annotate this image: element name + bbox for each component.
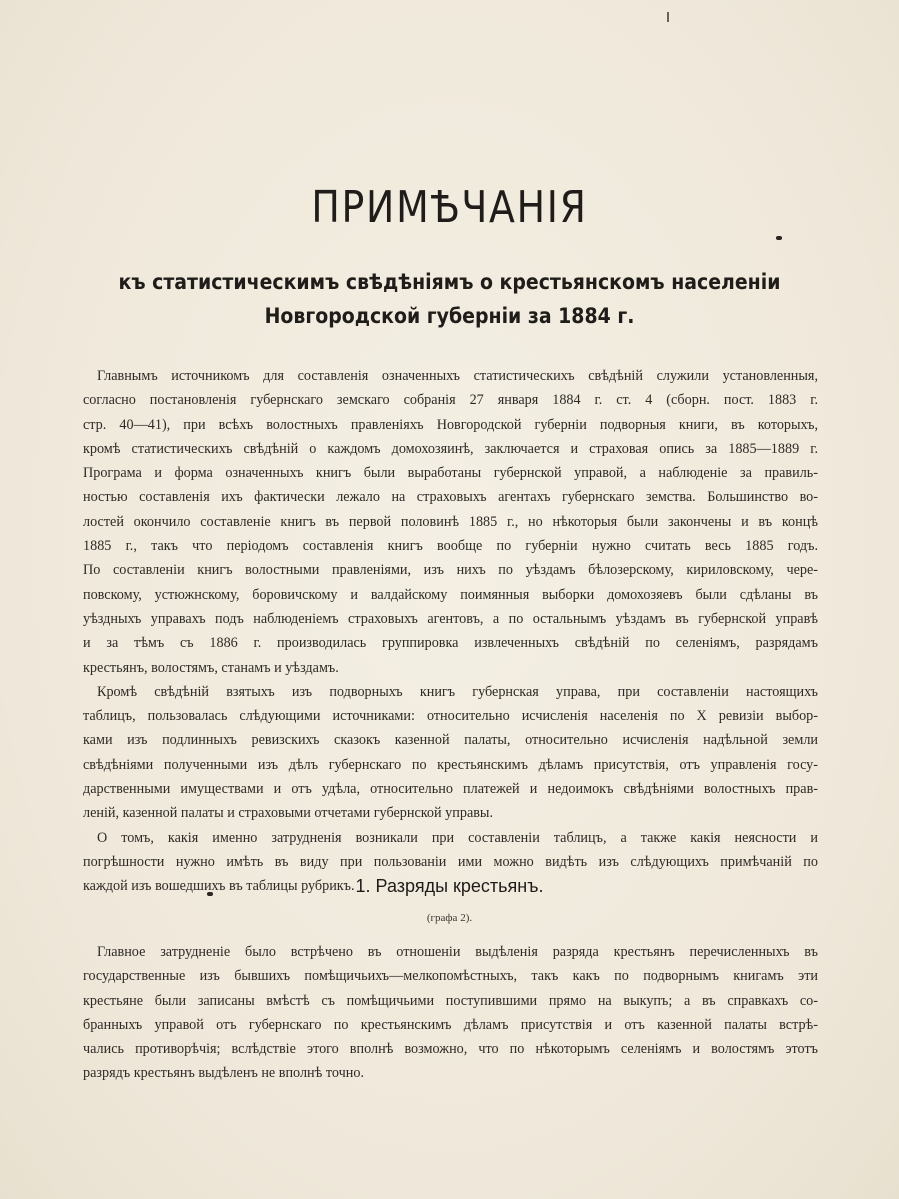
text-line: свѣдѣніями полученными изъ дѣлъ губернскаго по крестьянскимъ дѣламъ присутствія, отъ управленія госу- <box>83 756 818 773</box>
text-line: лостей окончило составленіе книгъ въ первой половинѣ 1885 г., но нѣкоторыя были закончены и въ концѣ <box>83 513 818 530</box>
text-line: погрѣшности нужно имѣть въ виду при пользованіи ими можно видѣть изъ слѣдующихъ примѣчаній по <box>83 853 818 870</box>
text-line: разрядъ крестьянъ выдѣленъ не вполнѣ точно. <box>83 1065 364 1082</box>
text-line: 1885 г., такъ что періодомъ составленія книгъ вообще по губерніи нужно считать весь 1885 годъ. <box>83 538 818 555</box>
text-line: согласно постановленія губернскаго земскаго собранія 27 января 1884 г. ст. 4 (сборн. пост. 1883 г. <box>83 392 818 409</box>
text-line: По составленіи книгъ волостными правленіями, изъ нихъ по уѣздамъ бѣлозерскому, кириловскому, чере- <box>83 562 818 579</box>
text-line: Главное затрудненіе было встрѣчено въ отношеніи выдѣленія разряда крестьянъ перечисленныхъ въ <box>97 944 818 960</box>
text-line: стр. 40—41), при всѣхъ волостныхъ правленіяхъ Новгородской губерніи подворныя книги, въ которыхъ, <box>83 416 818 433</box>
text-line: государственные изъ бывшихъ помѣщичьихъ—мелкопомѣстныхъ, такъ какъ по подворнымъ книгамъ эти <box>83 968 818 985</box>
text-line: чались противорѣчія; вслѣдствіе этого вполнѣ возможно, что по нѣкоторымъ селеніямъ и волостямъ этотъ <box>83 1041 818 1058</box>
sources-paragraph <box>83 680 818 826</box>
text-line: каждой изъ вошедшихъ въ таблицы рубрикъ. <box>83 878 355 895</box>
text-line: Главнымъ источникомъ для составленія означенныхъ статистическихъ свѣдѣній служили установленныя, <box>97 368 818 384</box>
text-line: и за тѣмъ съ 1886 г. производилась группировка извлеченныхъ свѣдѣній по селеніямъ, разрядамъ <box>83 635 818 652</box>
text-line: О томъ, какія именно затрудненія возникали при составленіи таблицъ, а также какія неясности и <box>97 829 818 846</box>
subtitle-line-1: къ статистическимъ свѣдѣніямъ о крестьянскомъ населеніи <box>118 270 781 294</box>
body-text <box>83 364 818 899</box>
text-line: уѣздныхъ управахъ подъ наблюденіемъ страховыхъ агентовъ, а по остальнымъ уѣздамъ въ губернской управѣ <box>83 610 818 627</box>
text-line: таблицъ, пользовалась слѣдующими источниками: относительно исчисленія населенія по X ревизіи выбор- <box>83 708 818 725</box>
text-line: кромѣ статистическихъ свѣдѣній о каждомъ домохозяинѣ, заключается и страховая опись за 1885—1889 г. <box>83 440 818 457</box>
print-speck <box>776 236 782 240</box>
intro-paragraph <box>83 364 818 680</box>
section-1-paragraph <box>83 940 818 1086</box>
section-heading: 1. Разряды крестьянъ. <box>355 876 544 896</box>
page-title: ПРИМѢЧАНІЯ <box>311 182 588 233</box>
text-line: бранныхъ управой отъ губернскаго по крестьянскимъ дѣламъ присутствія и отъ казенной палаты встрѣ- <box>83 1016 818 1033</box>
text-line: крестьяне были записаны вмѣстѣ съ помѣщичьими поступившими прямо на выкупъ; а въ справкахъ со- <box>83 992 818 1009</box>
text-line: леній, казенной палаты и страховыми отчетами губернской управы. <box>83 805 494 822</box>
text-line: дарственными имуществами и отъ удѣла, относительно платежей и недоимокъ свѣдѣніями волостныхъ прав- <box>83 781 818 798</box>
column-reference: (графа 2). <box>426 912 473 924</box>
print-speck <box>667 12 669 22</box>
text-line: Кромѣ свѣдѣній взятыхъ изъ подворныхъ книгъ губернская управа, при составленіи настоящихъ <box>97 683 818 700</box>
text-line: крестьянъ, волостямъ, станамъ и уѣздамъ. <box>83 659 339 676</box>
text-line: ностью составленія ихъ фактически лежало на страховыхъ агентахъ губернскаго земства. Большинство во- <box>83 489 818 506</box>
subtitle-line-2: Новгородской губерніи за 1884 г. <box>264 304 635 328</box>
text-line: повскому, устюжнскому, боровичскому и валдайскому поимянныя выборки домохозяевъ были сдѣланы въ <box>83 586 818 603</box>
text-line: ками изъ подлинныхъ ревизскихъ сказокъ казенной палаты, относительно исчисленія надѣльной земли <box>83 732 818 749</box>
text-line: Програма и форма означенныхъ книгъ были выработаны губернской управой, а наблюденіе за правиль- <box>83 465 818 482</box>
